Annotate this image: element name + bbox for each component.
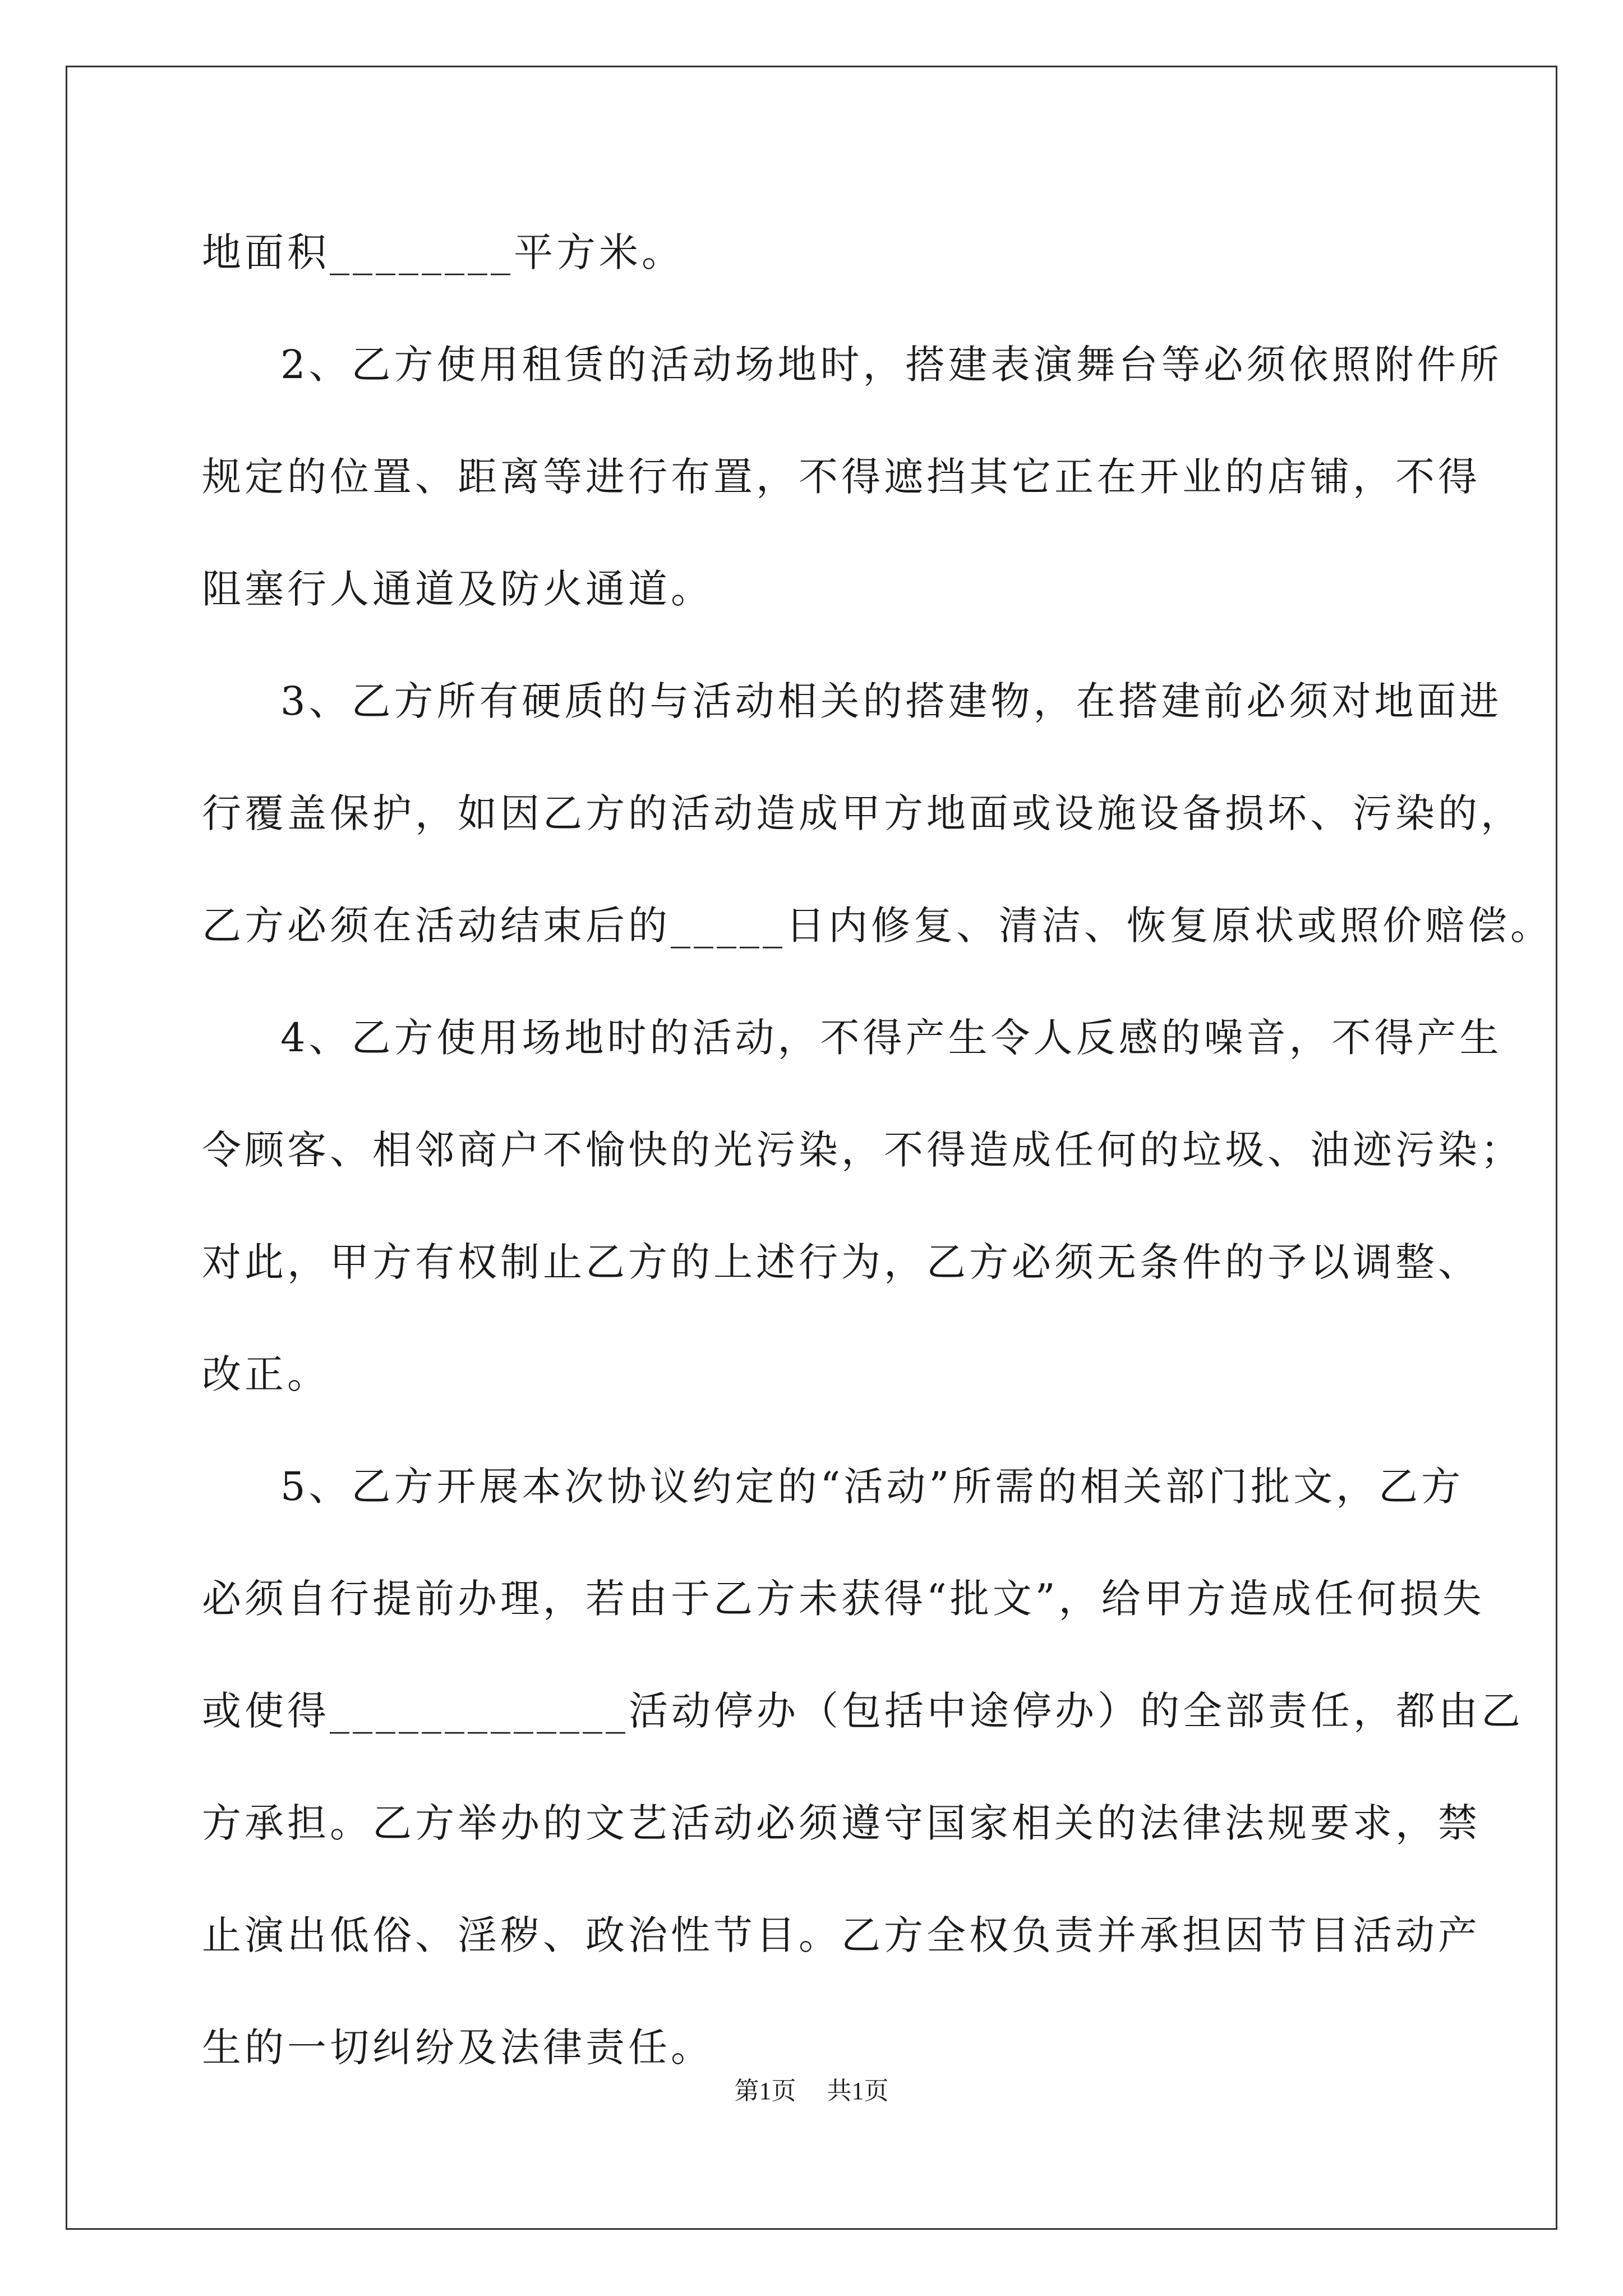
text-line: 或使得_____________活动停办（包括中途停办）的全部责任，都由乙 [202,1688,1524,1734]
text-line: 生的一切纠纷及法律责任。 [202,2024,713,2070]
text-line: 必须自行提前办理，若由于乙方未获得“批文”，给甲方造成任何损失 [202,1576,1485,1622]
text-line: 乙方必须在活动结束后的_____日内修复、清洁、恢复原状或照价赔偿。 [202,903,1553,949]
text-line: 3、乙方所有硬质的与活动相关的搭建物，在搭建前必须对地面进 [280,678,1502,724]
text-line: 改正。 [202,1351,330,1397]
page-number-current: 第1页 [734,2077,796,2105]
text-line: 止演出低俗、淫秽、政治性节目。乙方全权负责并承担因节目活动产 [202,1912,1481,1958]
page-footer [0,2074,1623,2108]
text-line: 行覆盖保护，如因乙方的活动造成甲方地面或设施设备损坏、污染的， [202,790,1523,836]
text-line: 方承担。乙方举办的文艺活动必须遵守国家相关的法律法规要求，禁 [202,1800,1481,1846]
text-line: 对此，甲方有权制止乙方的上述行为，乙方必须无条件的予以调整、 [202,1239,1481,1285]
text-line: 地面积________平方米。 [202,229,684,275]
text-line: 2、乙方使用租赁的活动场地时，搭建表演舞台等必须依照附件所 [280,342,1502,388]
text-line: 5、乙方开展本次协议约定的“活动”所需的相关部门批文，乙方 [280,1464,1464,1510]
text-line: 4、乙方使用场地时的活动，不得产生令人反感的噪音，不得产生 [280,1015,1502,1061]
page-number-total: 共1页 [827,2077,889,2105]
text-line: 阻塞行人通道及防火通道。 [202,566,713,612]
text-line: 令顾客、相邻商户不愉快的光污染，不得造成任何的垃圾、油迹污染； [202,1127,1523,1173]
text-line: 规定的位置、距离等进行布置，不得遮挡其它正在开业的店铺，不得 [202,454,1481,500]
